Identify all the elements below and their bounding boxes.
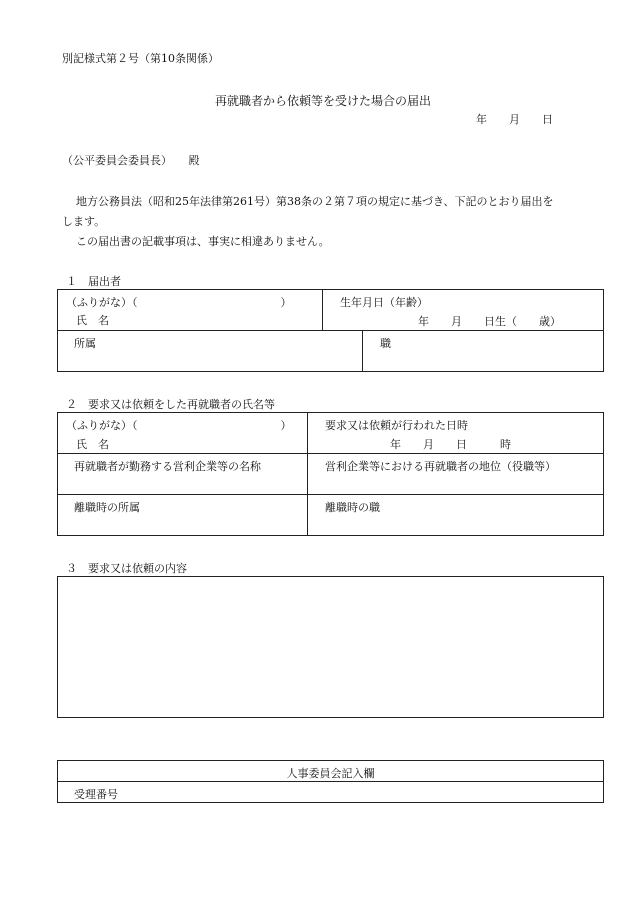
company-status-label: 営利企業等における再就職者の地位（役職等） [325,460,556,473]
date-line: 年 月 日 [476,113,553,126]
applicant-furigana-field[interactable]: （ふりがな）（ ） [66,296,292,309]
former-position-label: 離職時の職 [325,501,380,514]
retiree-name-label: 氏 名 [76,438,109,451]
body-line-3: この届出書の記載事項は、事実に相違ありません。 [76,235,330,248]
document-title: 再就職者から依頼等を受けた場合の届出 [215,94,432,108]
request-content-field[interactable] [57,576,604,718]
divider [57,781,604,782]
form-id: 別記様式第２号（第10条関係） [62,52,219,65]
former-affiliation-label: 離職時の所属 [74,501,140,514]
divider [362,330,363,372]
divider [322,289,323,330]
addressee: （公平委員会委員長） 殿 [62,154,200,167]
divider [57,494,604,495]
retiree-furigana-field[interactable]: （ふりがな）（ ） [66,419,292,432]
receipt-number-label: 受理番号 [74,788,118,801]
divider [307,412,308,536]
body-line-2: します。 [62,215,106,228]
divider [57,453,604,454]
section3-heading: ３ 要求又は依頼の内容 [66,562,187,575]
request-datetime-label: 要求又は依頼が行われた日時 [325,419,468,432]
birth-date-field[interactable]: 年 月 日生（ 歳） [418,315,561,328]
birth-date-label: 生年月日（年齢） [340,296,428,309]
affiliation-label: 所属 [74,337,96,350]
divider [57,330,604,331]
section2-heading: ２ 要求又は依頼をした再就職者の氏名等 [66,398,275,411]
position-label: 職 [380,337,391,350]
section1-heading: １ 届出者 [66,275,121,288]
body-line-1: 地方公務員法（昭和25年法律第261号）第38条の２第７項の規定に基づき、下記のとおり届出を [76,195,554,208]
applicant-name-label: 氏 名 [76,314,109,327]
company-name-label: 再就職者が勤務する営利企業等の名称 [74,460,261,473]
office-use-title: 人事委員会記入欄 [286,767,375,780]
request-datetime-field[interactable]: 年 月 日 時 [390,438,511,451]
